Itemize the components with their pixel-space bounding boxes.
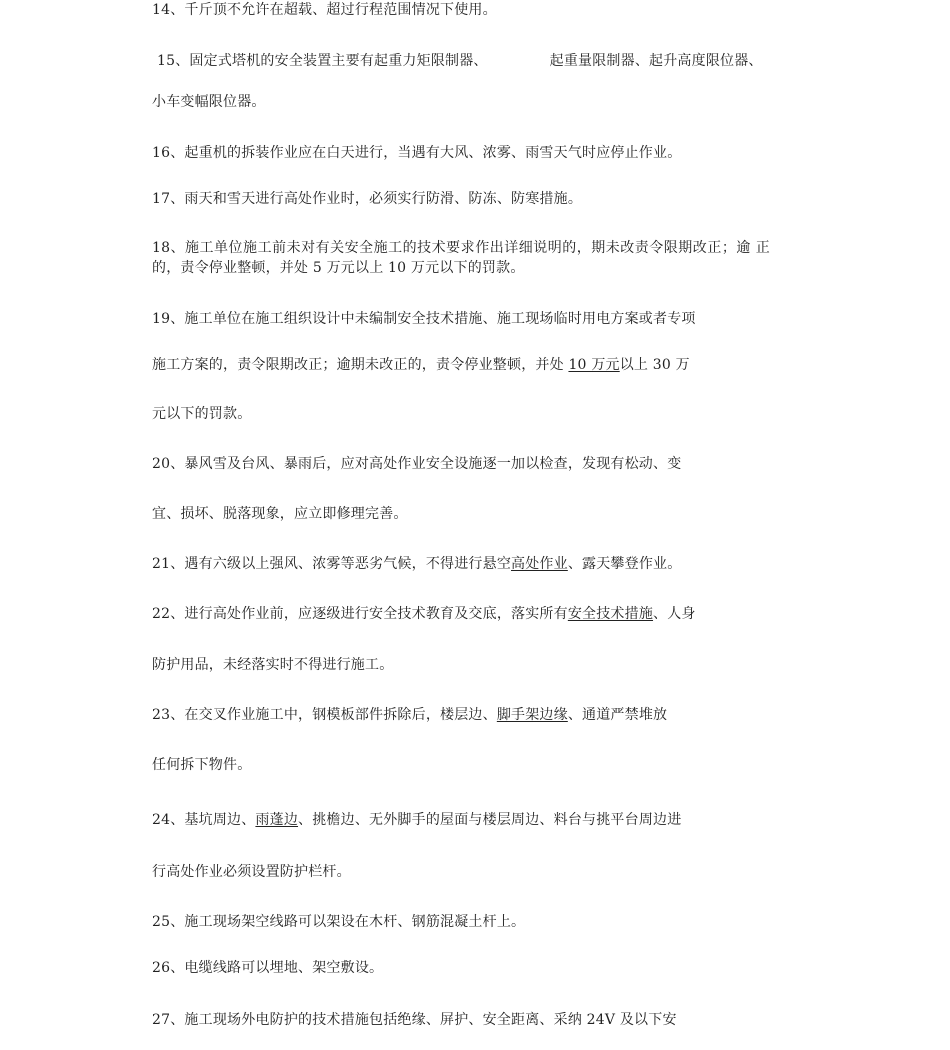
item-24-part-b: 、挑檐边、无外脚手的屋面与楼层周边、料台与挑平台周边进 — [298, 812, 682, 828]
item-14-line-1: 14、千斤顶不允许在超载、超过行程范围情况下使用。 — [152, 2, 497, 18]
item-23-part-b: 、通道严禁堆放 — [567, 707, 668, 723]
item-26-line-1: 26、电缆线路可以埋地、架空敷设。 — [152, 960, 384, 976]
item-19-part-b: 以上 30 万 — [619, 357, 690, 373]
item-27-line-1: 27、施工现场外电防护的技术措施包括绝缘、屏护、安全距离、采纳 24V 及以下安 — [152, 1012, 677, 1028]
item-18-line-1-text: 18、施工单位施工前未对有关安全施工的技术要求作出详细说明的，期未改责令限期改正；逾 正 — [152, 240, 770, 256]
item-16-line-1: 16、起重机的拆装作业应在白天进行，当遇有大风、浓雾、雨雪天气时应停止作业。 — [152, 145, 682, 161]
item-21-part-a: 21、遇有六级以上强风、浓雾等恶劣气候，不得进行悬空 — [152, 556, 512, 572]
item-15-part-a: 15、固定式塔机的安全装置主要有起重力矩限制器、 — [157, 53, 488, 69]
item-22-underlined-term: 安全技术措施 — [567, 606, 654, 622]
item-19-line-1: 19、施工单位在施工组织设计中未编制安全技术措施、施工现场临时用电方案或者专项 — [152, 311, 696, 327]
item-24-line-2: 行高处作业必须设置防护栏杆。 — [152, 864, 351, 880]
item-18-line-1 — [152, 239, 770, 257]
item-15-line-1 — [157, 52, 763, 70]
item-21-line-1 — [152, 555, 681, 573]
item-15-line-2: 小车变幅限位器。 — [152, 94, 266, 110]
item-22-part-a: 22、进行高处作业前，应逐级进行安全技术教育及交底，落实所有 — [152, 606, 568, 622]
item-21-part-b: 、露天攀登作业。 — [567, 556, 682, 572]
item-23-underlined-term: 脚手架边缘 — [496, 707, 568, 723]
item-20-line-1: 20、暴风雪及台风、暴雨后，应对高处作业安全设施逐一加以检查，发现有松动、变 — [152, 456, 682, 472]
item-23-line-2: 任何拆下物件。 — [152, 757, 252, 773]
item-20-line-2: 宜、损坏、脱落现象，应立即修理完善。 — [152, 506, 408, 522]
item-23-line-1 — [152, 706, 667, 724]
item-17-line-1: 17、雨天和雪天进行高处作业时，必须实行防滑、防冻、防寒措施。 — [152, 191, 583, 207]
item-22-line-2: 防护用品，未经落实时不得进行施工。 — [152, 657, 394, 673]
item-24-part-a: 24、基坑周边、 — [152, 812, 256, 828]
item-18-line-2: 的，责令停业整顿，并处 5 万元以上 10 万元以下的罚款。 — [152, 260, 525, 276]
item-19-part-a: 施工方案的，责令限期改正；逾期未改正的，责令停业整顿，并处 — [152, 357, 569, 373]
item-22-part-b: 、人身 — [653, 606, 696, 622]
item-19-line-2 — [152, 356, 690, 374]
item-19-line-3: 元以下的罚款。 — [152, 406, 252, 422]
item-23-part-a: 23、在交叉作业施工中，钢模板部件拆除后，楼层边、 — [152, 707, 497, 723]
item-24-underlined-term: 雨蓬边 — [255, 812, 299, 828]
item-21-underlined-term: 高处作业 — [511, 556, 568, 572]
item-19-underlined-amount: 10 万元 — [568, 357, 620, 373]
item-24-line-1 — [152, 811, 681, 829]
item-15-part-b: 起重量限制器、起升高度限位器、 — [549, 53, 763, 69]
item-25-line-1: 25、施工现场架空线路可以架设在木杆、钢筋混凝土杆上。 — [152, 914, 526, 930]
item-22-line-1 — [152, 605, 696, 623]
